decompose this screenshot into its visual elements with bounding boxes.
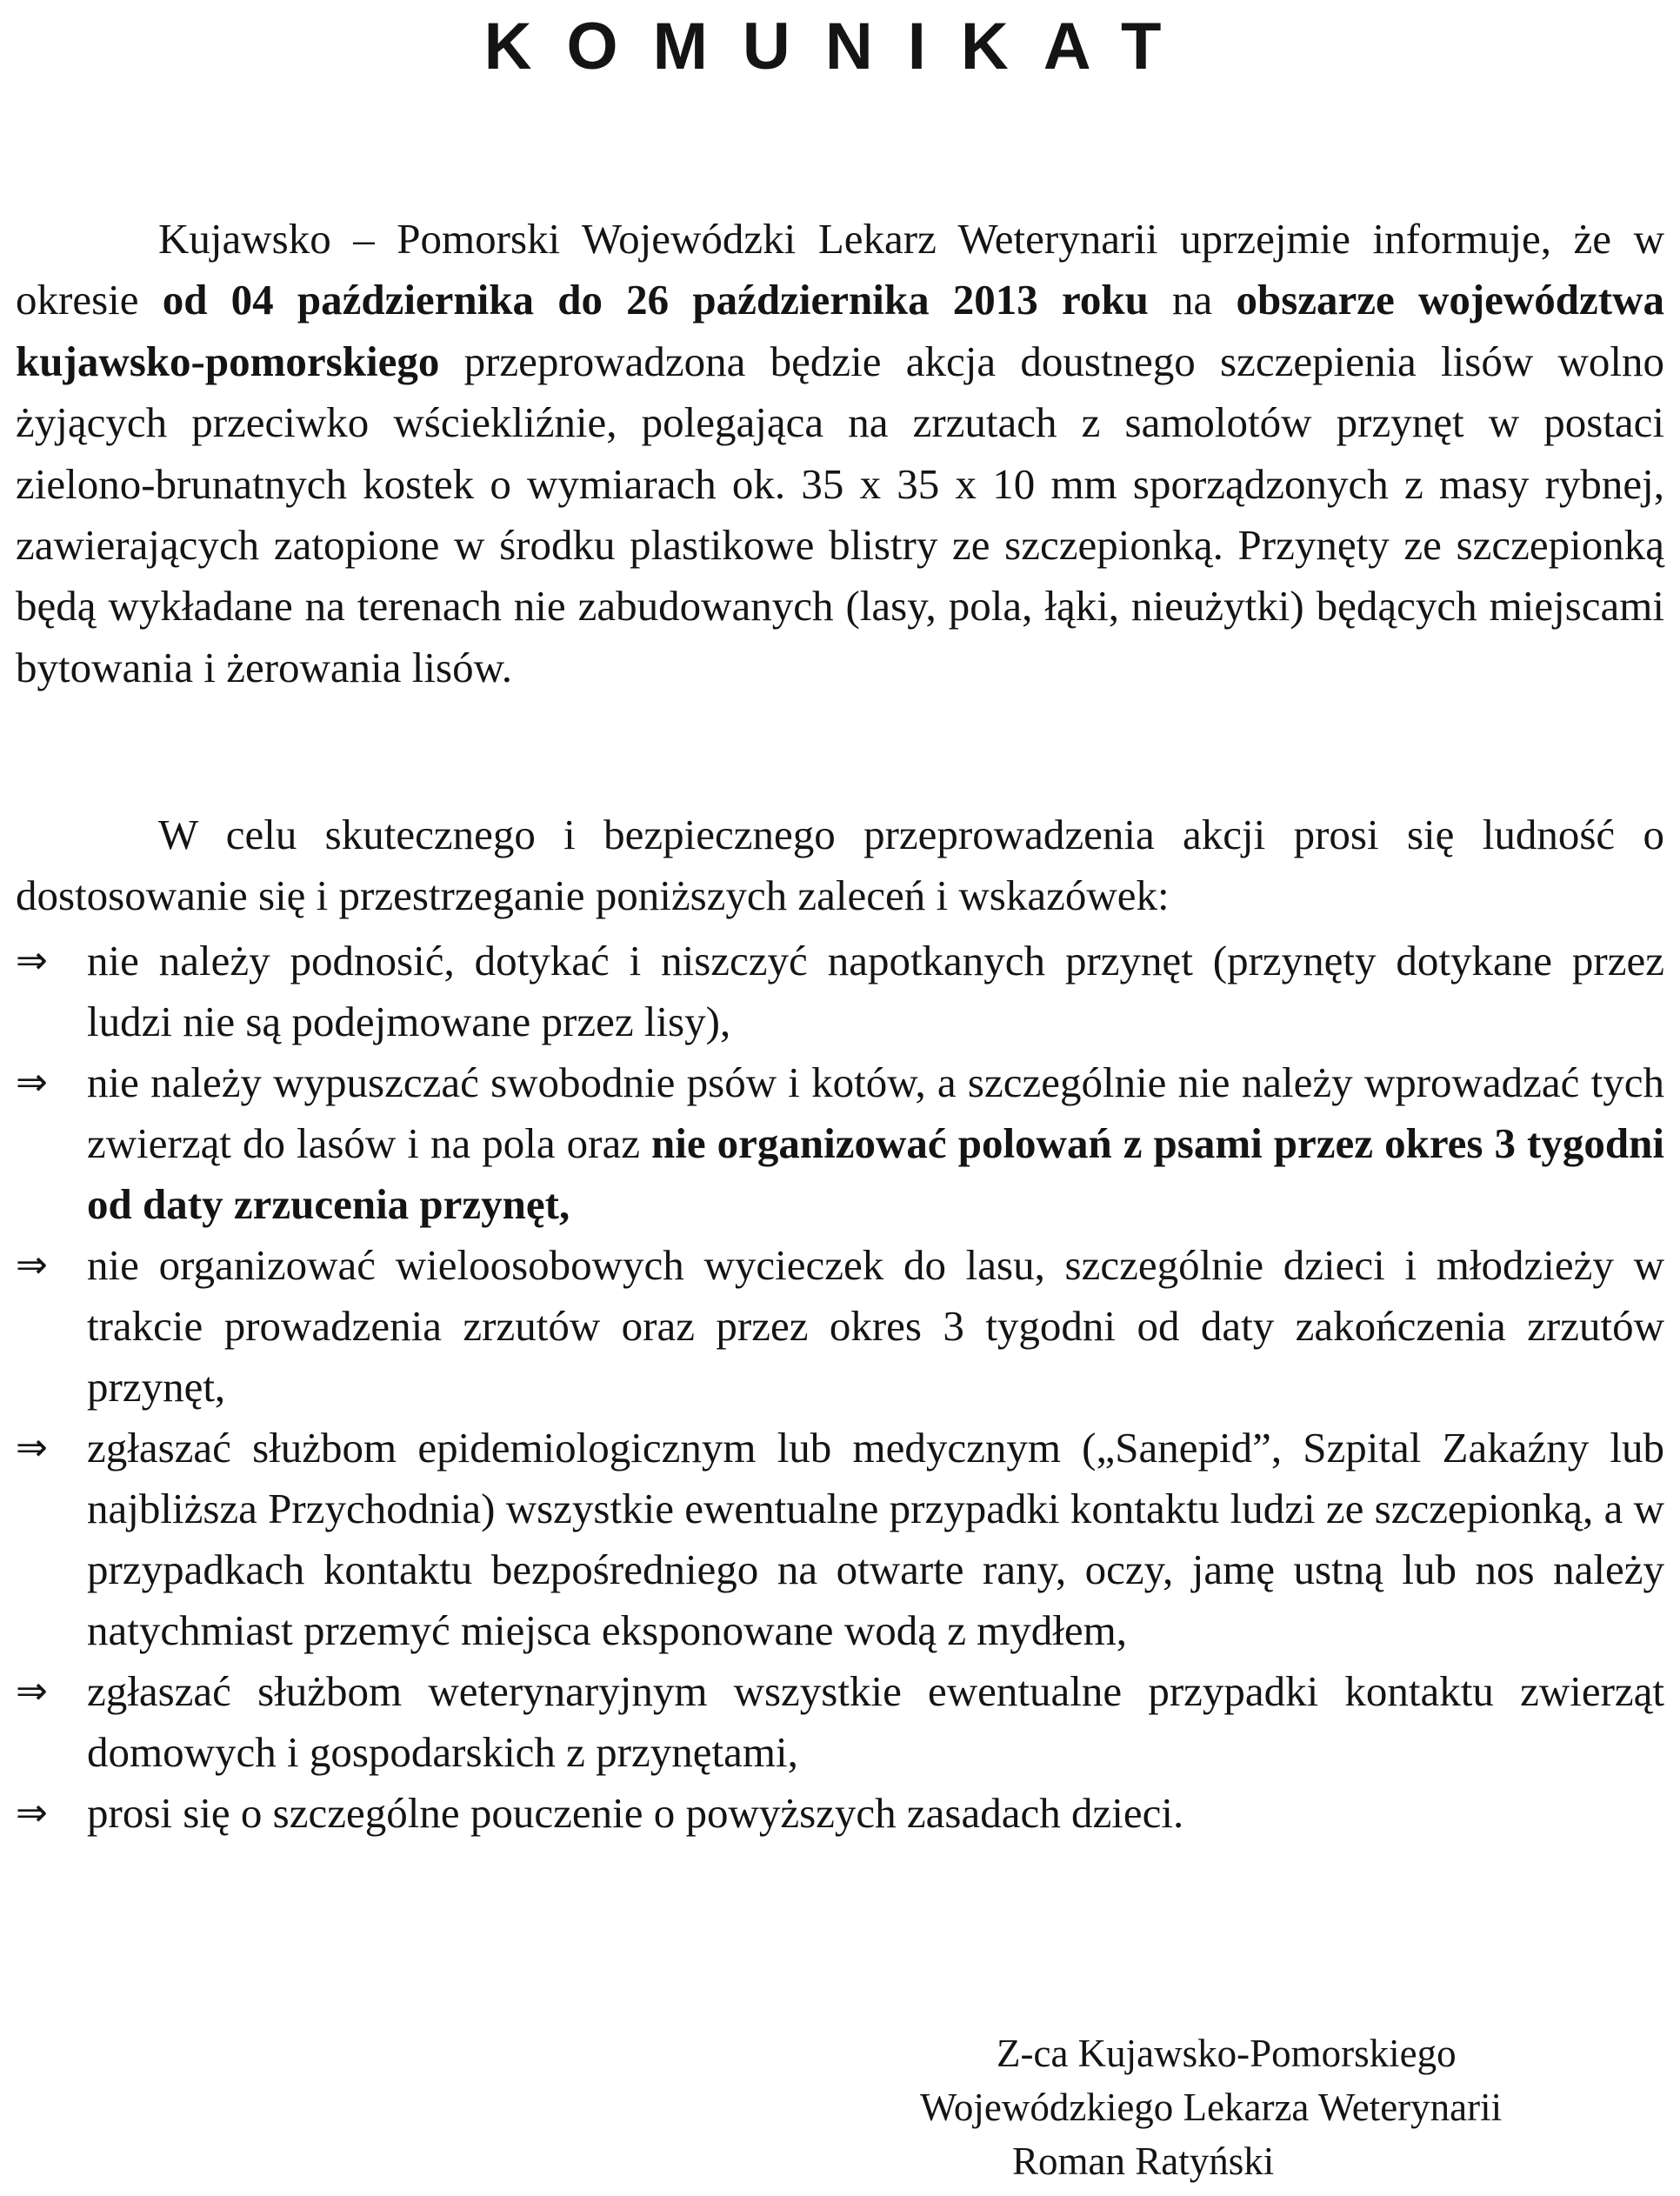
intro-region: obszarze województwa kujawsko-pomorskiego xyxy=(16,276,1664,385)
list-item-text: zgłaszać służbom weterynaryjnym wszystkie ewentualne przypadki kontaktu zwierząt domowych i gospodarskich z przynętami, xyxy=(87,1667,1664,1776)
list-item xyxy=(16,931,1664,1052)
double-arrow-icon: ⇒ xyxy=(16,938,48,983)
double-arrow-icon: ⇒ xyxy=(16,1791,48,1835)
list-item-text: nie organizować wieloosobowych wycieczek do lasu, szczególnie dzieci i młodzieży w trakcie prowadzenia zrzutów oraz przez okres 3 tygodni od daty zakończenia zrzutów przynęt, xyxy=(87,1241,1664,1411)
list-item xyxy=(16,1661,1664,1783)
signature-title-line: Z-ca Kujawsko-Pomorskiego xyxy=(997,2032,1457,2075)
double-arrow-icon: ⇒ xyxy=(16,1669,48,1713)
intro-paragraph xyxy=(16,209,1664,698)
list-item-text: prosi się o szczególne pouczenie o powyższych zasadach dzieci. xyxy=(87,1789,1184,1837)
recommendations-intro xyxy=(16,804,1664,927)
list-item xyxy=(16,1783,1664,1844)
list-item-text: nie należy podnosić, dotykać i niszczyć napotkanych przynęt (przynęty dotykane przez ludzi nie są podejmowane przez lisy), xyxy=(87,937,1664,1045)
recommendations-intro-text: W celu skutecznego i bezpiecznego przeprowadzenia akcji prosi się ludność o dostosowanie się i przestrzeganie poniższych zaleceń i wskazówek: xyxy=(16,811,1664,920)
intro-text-2: na xyxy=(1148,276,1237,324)
list-item-text: zgłaszać służbom epidemiologicznym lub medycznym („Sanepid”, Szpital Zakaźny lub najbliższa Przychodnia) wszystkie ewentualne przypadki kontaktu ludzi ze szczepionką, a w przypadkach kontaktu bezpośredniego na otwarte rany, oczy, jamę ustną lub nos należy natychmiast przemyć miejsca eksponowane wodą z mydłem, xyxy=(87,1424,1664,1654)
list-item xyxy=(16,1235,1664,1418)
intro-text-3: przeprowadzona będzie akcja doustnego szczepienia lisów wolno żyjących przeciwko wściekliźnie, polegająca na zrzutach z samolotów przynęt w postaci zielono-brunatnych kostek o wymiarach ok. 35 x 35 x 10 mm sporządzonych z masy rybnej, zawierających zatopione w środku plastikowe blistry ze szczepionką. Przynęty ze szczepionką będą wykładane na terenach nie zabudowanych (lasy, pola, łąki, nieużytki) będących miejscami bytowania i żerowania lisów. xyxy=(16,337,1664,691)
document-page xyxy=(16,0,1664,2196)
intro-text-1: Kujawsko – Pomorski Wojewódzki Lekarz Weterynarii uprzejmie informuje, że w okresie xyxy=(16,215,1664,324)
list-item-text xyxy=(87,1052,1664,1235)
intro-date-range: od 04 października do 26 października 2013 roku xyxy=(162,276,1149,324)
list-item xyxy=(16,1052,1664,1235)
document-title: KOMUNIKAT xyxy=(483,10,1197,83)
signature-block xyxy=(920,2026,1664,2188)
list-item-text-regular: nie należy wypuszczać swobodnie psów i kotów, a szczególnie nie należy wprowadzać tych zwierząt do lasów i na pola oraz xyxy=(87,1058,1664,1167)
signature-name: Roman Ratyński xyxy=(1012,2139,1275,2183)
list-item-text-bold: nie organizować polowań z psami przez okres 3 tygodni od daty zrzucenia przynęt, xyxy=(87,1119,1664,1228)
double-arrow-icon: ⇒ xyxy=(16,1425,48,1470)
double-arrow-icon: ⇒ xyxy=(16,1060,48,1105)
signature-office-line: Wojewódzkiego Lekarza Weterynarii xyxy=(920,2086,1503,2129)
list-item xyxy=(16,1418,1664,1661)
double-arrow-icon: ⇒ xyxy=(16,1243,48,1287)
recommendations-list xyxy=(16,931,1664,1844)
